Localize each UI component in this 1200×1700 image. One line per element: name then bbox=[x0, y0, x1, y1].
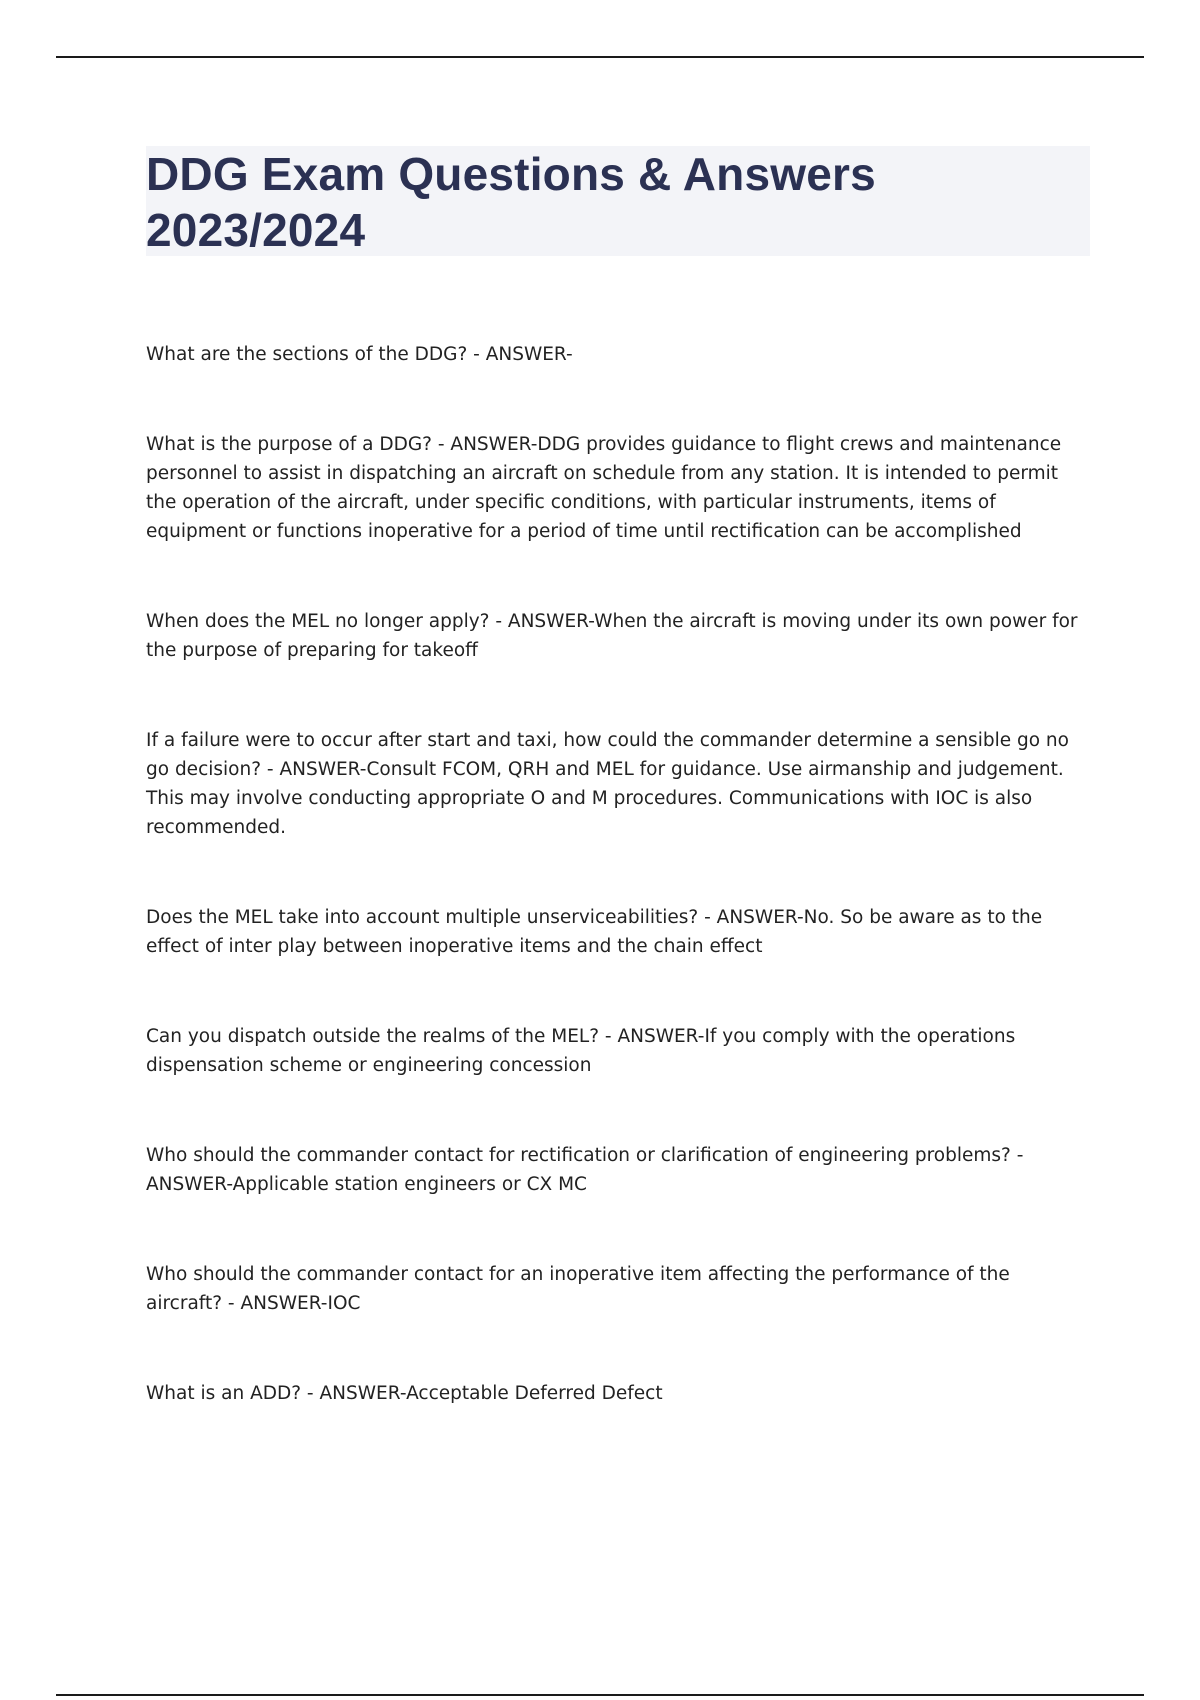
document-title: DDG Exam Questions & Answers 2023/2024 bbox=[146, 148, 876, 256]
qa-item: What is the purpose of a DDG? - ANSWER-DDG provides guidance to flight crews and maintenance personnel to assist in dispatching an aircraft on schedule from any station. It is intended to permit the operation of the aircraft, under specific conditions, with particular instruments, items of equipment or functions inoperative for a period of time until rectification can be accomplished bbox=[146, 434, 1062, 542]
qa-item: Does the MEL take into account multiple unserviceabilities? - ANSWER-No. So be aware as to the effect of inter play between inoperative items and the chain effect bbox=[146, 907, 1043, 957]
qa-item: Who should the commander contact for rectification or clarification of engineering problems? - ANSWER-Applicable station engineers or CX MC bbox=[146, 1145, 1024, 1195]
qa-list bbox=[146, 340, 1090, 1469]
qa-item: Can you dispatch outside the realms of the MEL? - ANSWER-If you comply with the operations dispensation scheme or engineering concession bbox=[146, 1026, 1016, 1076]
qa-item: What is an ADD? - ANSWER-Acceptable Deferred Defect bbox=[146, 1383, 663, 1404]
qa-item: When does the MEL no longer apply? - ANSWER-When the aircraft is moving under its own power for the purpose of preparing for takeoff bbox=[146, 611, 1078, 661]
bottom-rule bbox=[56, 1694, 1144, 1696]
qa-item: Who should the commander contact for an inoperative item affecting the performance of the aircraft? - ANSWER-IOC bbox=[146, 1264, 1010, 1314]
qa-item: If a failure were to occur after start and taxi, how could the commander determine a sensible go no go decision? - ANSWER-Consult FCOM, QRH and MEL for guidance. Use airmanship and judgement. This may involve conducting appropriate O and M procedures. Communications with IOC is also recommended. bbox=[146, 730, 1069, 838]
qa-item: What are the sections of the DDG? - ANSWER- bbox=[146, 344, 573, 365]
title-banner bbox=[146, 146, 1090, 256]
top-rule bbox=[56, 56, 1144, 58]
